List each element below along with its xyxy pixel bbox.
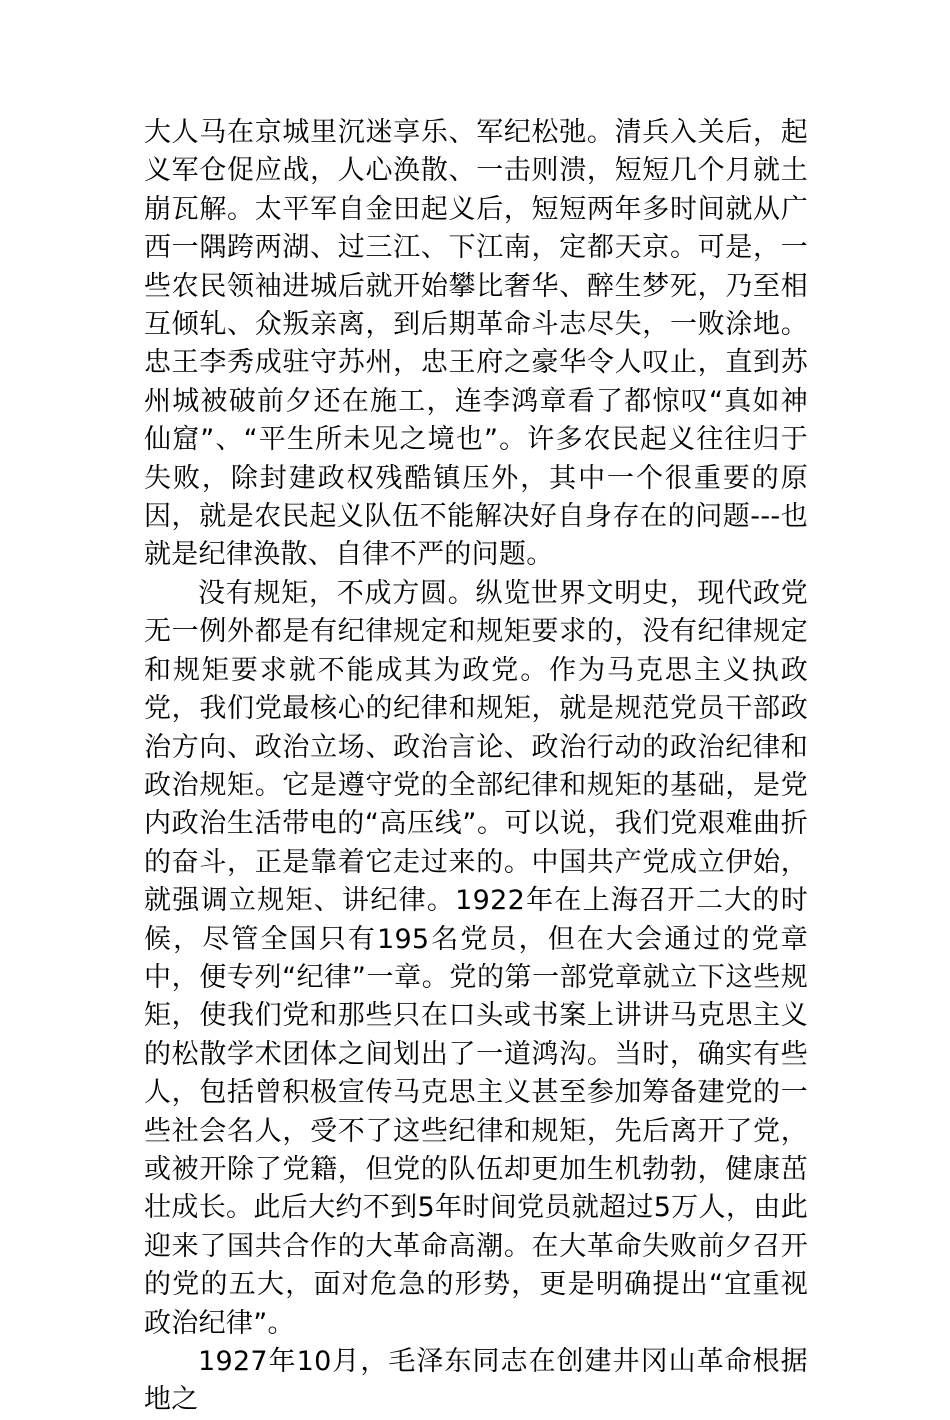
paragraph-1: 大人马在京城里沉迷享乐、军纪松弛。清兵入关后，起义军仓促应战，人心涣散、一击则溃，短短几个月就土崩瓦解。太平军自金田起义后，短短两年多时间就从广西一隅跨两湖、过三江、下江南，定都天京。可是，一些农民领袖进城后就开始攀比奢华、醉生梦死，乃至相互倾轧、众叛亲离，到后期革命斗志尽失，一败涂地。忠王李秀成驻守苏州，忠王府之豪华令人叹止，直到苏州城被破前夕还在施工，连李鸿章看了都惊叹“真如神仙窟”、“平生所未见之境也”。许多农民起义往往归于失败，除封建政权残酷镇压外，其中一个很重要的原因，就是农民起义队伍不能解决好自身存在的问题---也就是纪律涣散、自律不严的问题。 (144, 117, 808, 571)
paragraph-3: 1927年10月，毛泽东同志在创建井冈山革命根据地之 (144, 1346, 808, 1416)
document-body (144, 114, 808, 1420)
paragraph-2: 没有规矩，不成方圆。纵览世界文明史，现代政党无一例外都是有纪律规定和规矩要求的，没有纪律规定和规矩要求就不能成其为政党。作为马克思主义执政党，我们党最核心的纪律和规矩，就是规范党员干部政治方向、政治立场、政治言论、政治行动的政治纪律和政治规矩。它是遵守党的全部纪律和规矩的基础，是党内政治生活带电的“高压线”。可以说，我们党艰难曲折的奋斗，正是靠着它走过来的。中国共产党成立伊始，就强调立规矩、讲纪律。1922年在上海召开二大的时候，尽管全国只有195名党员，但在大会通过的党章中，便专列“纪律”一章。党的第一部党章就立下这些规矩，使我们党和那些只在口头或书案上讲讲马克思主义的松散学术团体之间划出了一道鸿沟。当时，确实有些人，包括曾积极宣传马克思主义甚至参加筹备建党的一些社会名人，受不了这些纪律和规矩，先后离开了党，或被开除了党籍，但党的队伍却更加生机勃勃，健康茁壮成长。此后大约不到5年时间党员就超过5万人，由此迎来了国共合作的大革命高潮。在大革命失败前夕召开的党的五大，面对危急的形势，更是明确提出“宜重视政治纪律”。 (144, 577, 808, 1339)
